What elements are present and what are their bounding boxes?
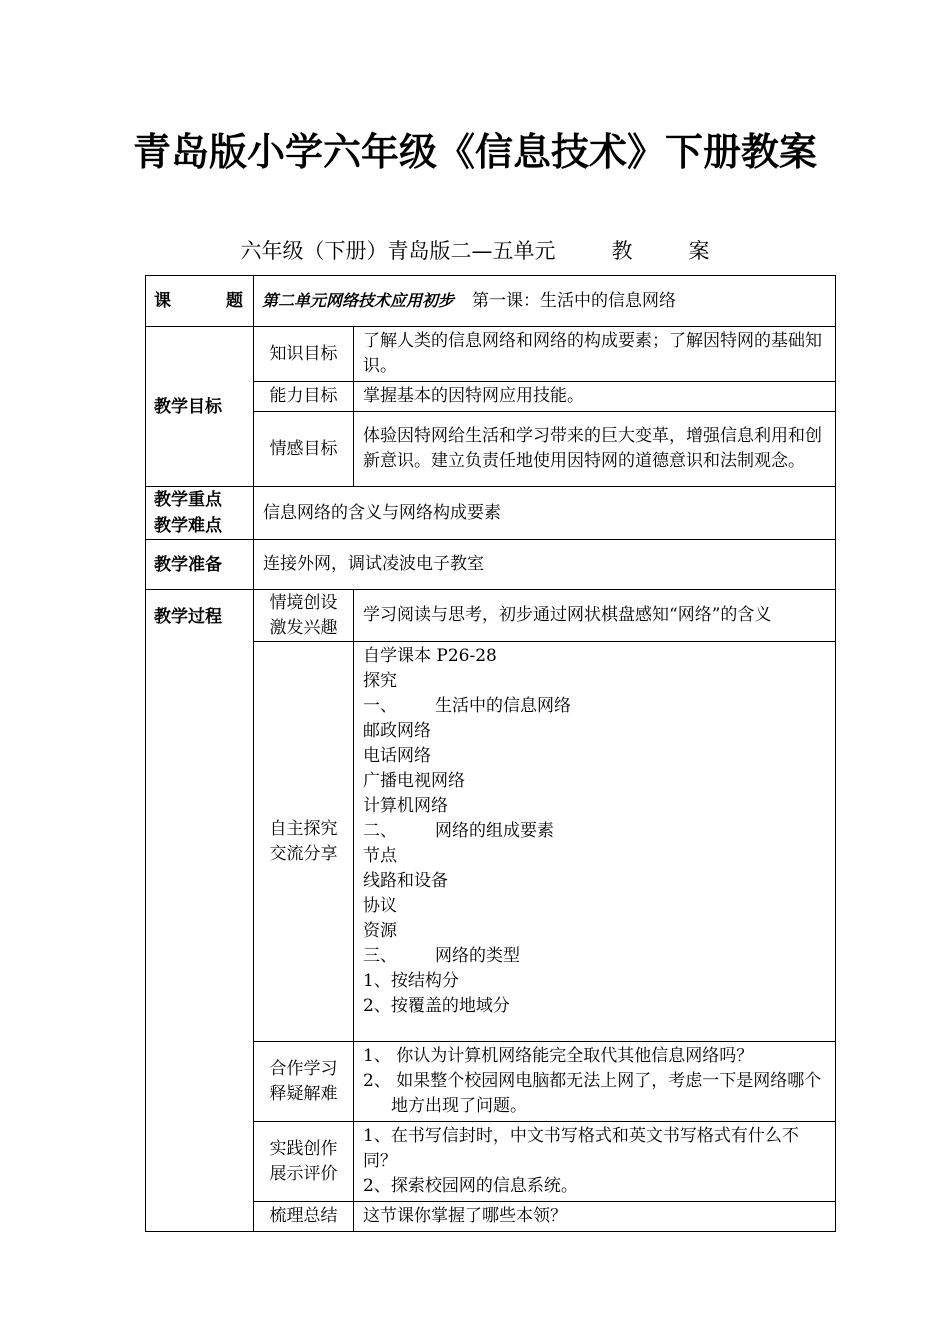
preparation-text: 连接外网，调试凌波电子教室 bbox=[254, 540, 836, 590]
preparation-label: 教学准备 bbox=[146, 540, 254, 590]
question: 2、 如果整个校园网电脑都无法上网了，考虑一下是网络哪个地方出现了问题。 bbox=[363, 1071, 822, 1116]
step-text: 学习阅读与思考，初步通过网状棋盘感知“网络”的含义 bbox=[354, 590, 836, 642]
key-points-label bbox=[146, 487, 254, 540]
explore-line: 广播电视网络 bbox=[363, 771, 465, 791]
step-text bbox=[354, 1042, 836, 1122]
difficulty-label: 教学难点 bbox=[154, 516, 222, 536]
step-label: 实践创作 展示评价 bbox=[254, 1122, 354, 1202]
subtitle-main: 六年级（下册）青岛版二—五单元 bbox=[240, 239, 556, 263]
task: 2、探索校园网的信息系统。 bbox=[363, 1176, 578, 1196]
topic-cell bbox=[254, 276, 836, 327]
explore-line: 线路和设备 bbox=[363, 871, 448, 891]
lesson-plan-table bbox=[145, 275, 836, 1232]
explore-line: 2、按覆盖的地域分 bbox=[363, 996, 510, 1016]
explore-line: 节点 bbox=[363, 846, 397, 866]
step-label: 梳理总结 bbox=[254, 1202, 354, 1232]
document-title: 青岛版小学六年级《信息技术》下册教案 bbox=[132, 130, 817, 174]
goal-label: 能力目标 bbox=[254, 382, 354, 412]
table-row-key-points bbox=[146, 487, 836, 540]
explore-heading: 三、 网络的类型 bbox=[363, 946, 520, 966]
explore-content bbox=[354, 642, 836, 1042]
unit-title: 第二单元网络技术应用初步 bbox=[262, 291, 455, 310]
key-label: 教学重点 bbox=[154, 490, 222, 510]
step-text: 这节课你掌握了哪些本领？ bbox=[354, 1202, 836, 1232]
task: 1、在书写信封时，中文书写格式和英文书写格式有什么不同？ bbox=[363, 1126, 799, 1171]
goal-label: 知识目标 bbox=[254, 327, 354, 382]
subtitle-jiao: 教 bbox=[611, 239, 633, 263]
step-label: 自主探究 交流分享 bbox=[254, 642, 354, 1042]
explore-line: 协议 bbox=[363, 896, 397, 916]
table-row-topic bbox=[146, 276, 836, 327]
table-row-goal-knowledge bbox=[146, 327, 836, 382]
step-label: 合作学习 释疑解难 bbox=[254, 1042, 354, 1122]
explore-line: 探究 bbox=[363, 671, 397, 691]
topic-label-1: 课 bbox=[154, 291, 171, 311]
explore-line: 1、按结构分 bbox=[363, 971, 459, 991]
document-subtitle bbox=[0, 236, 950, 266]
table-row-step-1 bbox=[146, 590, 836, 642]
key-points-text: 信息网络的含义与网络构成要素 bbox=[254, 487, 836, 540]
explore-line: 计算机网络 bbox=[363, 796, 448, 816]
goal-text: 了解人类的信息网络和网络的构成要素；了解因特网的基础知识。 bbox=[354, 327, 836, 382]
explore-line: 电话网络 bbox=[363, 746, 431, 766]
topic-label bbox=[146, 276, 254, 327]
explore-line: 邮政网络 bbox=[363, 721, 431, 741]
explore-heading: 一、 生活中的信息网络 bbox=[363, 696, 571, 716]
explore-line: 自学课本 P26-28 bbox=[363, 646, 497, 666]
explore-heading: 二、 网络的组成要素 bbox=[363, 821, 554, 841]
table-row-preparation bbox=[146, 540, 836, 590]
goal-label: 情感目标 bbox=[254, 412, 354, 487]
topic-label-2: 题 bbox=[226, 291, 243, 311]
goals-label: 教学目标 bbox=[146, 327, 254, 487]
lesson-title: 第一课：生活中的信息网络 bbox=[472, 291, 677, 311]
goal-text: 掌握基本的因特网应用技能。 bbox=[354, 382, 836, 412]
goal-text: 体验因特网给生活和学习带来的巨大变革，增强信息利用和创新意识。建立负责任地使用因特网的道德意识和法制观念。 bbox=[354, 412, 836, 487]
step-text bbox=[354, 1122, 836, 1202]
subtitle-an: 案 bbox=[688, 239, 710, 263]
question: 1、 你认为计算机网络能完全取代其他信息网络吗？ bbox=[363, 1046, 754, 1066]
explore-line: 资源 bbox=[363, 921, 397, 941]
process-label: 教学过程 bbox=[146, 590, 254, 1232]
step-label: 情境创设 激发兴趣 bbox=[254, 590, 354, 642]
